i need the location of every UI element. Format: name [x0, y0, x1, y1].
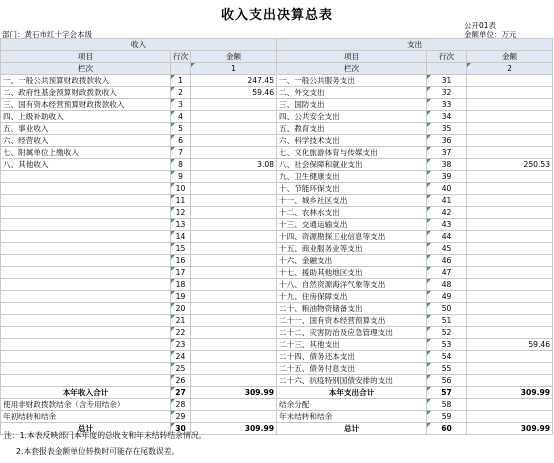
expense-item-cell[interactable]: 二十二、灾害防治及应急管理支出: [277, 327, 427, 339]
expense-item-cell[interactable]: 本年支出合计: [277, 387, 427, 399]
expense-amount-cell[interactable]: [467, 147, 553, 159]
expense-amount-cell[interactable]: [467, 291, 553, 303]
expense-amount-cell[interactable]: [467, 303, 553, 315]
income-amount-cell[interactable]: 309.99: [191, 423, 277, 435]
expense-rowno-cell[interactable]: 55: [427, 363, 467, 375]
income-item-header[interactable]: 项目: [1, 51, 171, 63]
income-item-cell[interactable]: [1, 183, 171, 195]
table-row: [1, 267, 553, 279]
income-amount-cell[interactable]: [191, 207, 277, 219]
income-rowno-cell[interactable]: 21: [171, 315, 191, 327]
expense-item-cell[interactable]: 十二、农林水支出: [277, 207, 427, 219]
income-rowno-cell[interactable]: 11: [171, 195, 191, 207]
expense-amount-cell[interactable]: [467, 111, 553, 123]
income-amount-cell[interactable]: [191, 303, 277, 315]
expense-item-cell[interactable]: 二十四、债务还本支出: [277, 351, 427, 363]
expense-rowno-cell[interactable]: 33: [427, 99, 467, 111]
income-item-cell[interactable]: 使用非财政拨款结余（含专用结余）: [1, 399, 171, 411]
income-amount-cell[interactable]: [191, 195, 277, 207]
expense-amount-cell[interactable]: [467, 183, 553, 195]
income-rowno-cell[interactable]: 5: [171, 123, 191, 135]
expense-rowno-cell[interactable]: 48: [427, 279, 467, 291]
income-rowno-cell[interactable]: 3: [171, 99, 191, 111]
income-rowno-cell[interactable]: 24: [171, 351, 191, 363]
income-item-cell[interactable]: 年初结转和结余: [1, 411, 171, 423]
expense-rowno-cell[interactable]: 44: [427, 231, 467, 243]
department-label: 部门：黄石市红十字会本级: [2, 30, 92, 39]
income-amount-cell[interactable]: [191, 399, 277, 411]
income-rowno-cell[interactable]: 17: [171, 267, 191, 279]
expense-item-cell[interactable]: 结余分配: [277, 399, 427, 411]
expense-amount-header[interactable]: 金额: [467, 51, 553, 63]
table-row: [1, 411, 553, 423]
income-rowno-cell[interactable]: 22: [171, 327, 191, 339]
expense-rowno-cell[interactable]: 54: [427, 351, 467, 363]
income-rowno-cell[interactable]: 29: [171, 411, 191, 423]
table-row: [1, 183, 553, 195]
table-row: [1, 111, 553, 123]
expense-amount-cell[interactable]: [467, 171, 553, 183]
income-rowno-blank[interactable]: [171, 63, 191, 75]
expense-amount-cell[interactable]: 59.46: [467, 339, 553, 351]
table-row: [1, 147, 553, 159]
expense-rowno-cell[interactable]: 53: [427, 339, 467, 351]
expense-amount-cell[interactable]: [467, 279, 553, 291]
income-rowno-cell[interactable]: 16: [171, 255, 191, 267]
expense-rowno-cell[interactable]: 49: [427, 291, 467, 303]
expense-amount-cell[interactable]: [467, 207, 553, 219]
expense-item-header[interactable]: 项目: [277, 51, 427, 63]
table-row: [1, 87, 553, 99]
table-row: [1, 351, 553, 363]
expense-amount-cell[interactable]: [467, 315, 553, 327]
expense-amount-cell[interactable]: [467, 99, 553, 111]
expense-header[interactable]: 支出: [277, 39, 553, 51]
expense-item-cell[interactable]: 十九、住房保障支出: [277, 291, 427, 303]
income-rowno-cell[interactable]: 6: [171, 135, 191, 147]
expense-amount-cell[interactable]: 309.99: [467, 423, 553, 435]
table-row: [1, 291, 553, 303]
expense-item-cell[interactable]: 十八、自然资源海洋气象等支出: [277, 279, 427, 291]
income-column-number[interactable]: 1: [191, 63, 277, 75]
income-item-cell[interactable]: [1, 375, 171, 387]
expense-amount-cell[interactable]: [467, 267, 553, 279]
expense-item-cell[interactable]: 八、社会保障和就业支出: [277, 159, 427, 171]
expense-rowno-cell[interactable]: 51: [427, 315, 467, 327]
table-row: [1, 195, 553, 207]
table-row: [1, 375, 553, 387]
income-rowno-cell[interactable]: 1: [171, 75, 191, 87]
income-item-cell[interactable]: [1, 255, 171, 267]
income-amount-cell[interactable]: [191, 123, 277, 135]
table-row: [1, 399, 553, 411]
expense-rowno-cell[interactable]: 52: [427, 327, 467, 339]
income-header[interactable]: 收入: [1, 39, 277, 51]
income-amount-cell[interactable]: 59.46: [191, 87, 277, 99]
table-row: [1, 123, 553, 135]
income-item-cell[interactable]: [1, 351, 171, 363]
income-column-label[interactable]: 栏次: [1, 63, 171, 75]
expense-amount-cell[interactable]: [467, 363, 553, 375]
expense-amount-cell[interactable]: [467, 231, 553, 243]
table-row: [1, 255, 553, 267]
expense-rowno-cell[interactable]: 50: [427, 303, 467, 315]
expense-amount-cell[interactable]: [467, 123, 553, 135]
income-amount-cell[interactable]: [191, 363, 277, 375]
expense-rowno-cell[interactable]: 57: [427, 387, 467, 399]
note-1: 注：1.本表反映部门本年度的总收支和年末结转结余情况。: [4, 431, 207, 440]
income-amount-cell[interactable]: [191, 291, 277, 303]
expense-rowno-cell[interactable]: 41: [427, 195, 467, 207]
expense-item-cell[interactable]: 二十、粮油物资储备支出: [277, 303, 427, 315]
expense-item-cell[interactable]: 二十三、其他支出: [277, 339, 427, 351]
income-rowno-cell[interactable]: 2: [171, 87, 191, 99]
income-rowno-cell[interactable]: 13: [171, 219, 191, 231]
income-amount-cell[interactable]: [191, 135, 277, 147]
income-rowno-cell[interactable]: 28: [171, 399, 191, 411]
expense-rowno-cell[interactable]: 42: [427, 207, 467, 219]
income-item-cell[interactable]: [1, 291, 171, 303]
income-amount-cell[interactable]: [191, 375, 277, 387]
expense-rowno-cell[interactable]: 46: [427, 255, 467, 267]
expense-item-cell[interactable]: 一、一般公共服务支出: [277, 75, 427, 87]
income-amount-cell[interactable]: 3.08: [191, 159, 277, 171]
expense-amount-cell[interactable]: [467, 135, 553, 147]
income-rowno-cell[interactable]: 27: [171, 387, 191, 399]
expense-item-cell[interactable]: 五、教育支出: [277, 123, 427, 135]
expense-item-cell[interactable]: 二十一、国有资本经营预算支出: [277, 315, 427, 327]
expense-rowno-cell[interactable]: 37: [427, 147, 467, 159]
table-row: [1, 243, 553, 255]
table-row: [1, 171, 553, 183]
expense-item-cell[interactable]: 二、外交支出: [277, 87, 427, 99]
expense-amount-cell[interactable]: [467, 87, 553, 99]
income-rowno-cell[interactable]: 25: [171, 363, 191, 375]
summary-table: [0, 38, 553, 435]
table-row: [1, 339, 553, 351]
income-item-cell[interactable]: 六、经营收入: [1, 135, 171, 147]
expense-rowno-cell[interactable]: 38: [427, 159, 467, 171]
income-item-cell[interactable]: [1, 219, 171, 231]
table-row: [1, 387, 553, 399]
income-item-cell[interactable]: [1, 171, 171, 183]
expense-item-cell[interactable]: 总计: [277, 423, 427, 435]
expense-rowno-cell[interactable]: 60: [427, 423, 467, 435]
income-amount-cell[interactable]: [191, 327, 277, 339]
column-number-row: [1, 63, 553, 75]
income-amount-cell[interactable]: [191, 339, 277, 351]
income-rowno-cell[interactable]: 9: [171, 171, 191, 183]
table-row: [1, 99, 553, 111]
income-amount-cell[interactable]: [191, 267, 277, 279]
note-2: 2.本套报表金额单位转换时可能存在尾数误差。: [16, 447, 180, 456]
expense-rowno-cell[interactable]: 45: [427, 243, 467, 255]
expense-item-cell[interactable]: 四、公共安全支出: [277, 111, 427, 123]
form-code: 公开01表: [464, 21, 497, 30]
table-row: [1, 303, 553, 315]
expense-amount-cell[interactable]: [467, 399, 553, 411]
income-item-cell[interactable]: 一、一般公共预算财政拨款收入: [1, 75, 171, 87]
income-rowno-cell[interactable]: 20: [171, 303, 191, 315]
expense-amount-cell[interactable]: [467, 411, 553, 423]
expense-rowno-cell[interactable]: 34: [427, 111, 467, 123]
table-row: [1, 207, 553, 219]
table-row: [1, 315, 553, 327]
expense-item-cell[interactable]: 三、国防支出: [277, 99, 427, 111]
income-amount-cell[interactable]: [191, 111, 277, 123]
income-amount-cell[interactable]: [191, 147, 277, 159]
table-row: [1, 363, 553, 375]
income-rowno-cell[interactable]: 14: [171, 231, 191, 243]
expense-item-cell[interactable]: 十七、援助其他地区支出: [277, 267, 427, 279]
income-item-cell[interactable]: [1, 279, 171, 291]
expense-item-cell[interactable]: 九、卫生健康支出: [277, 171, 427, 183]
income-item-cell[interactable]: [1, 339, 171, 351]
expense-amount-cell[interactable]: [467, 219, 553, 231]
income-item-cell[interactable]: [1, 267, 171, 279]
notes: [4, 428, 206, 460]
income-item-cell[interactable]: 总计: [1, 423, 171, 435]
expense-rowno-header[interactable]: 行次: [427, 51, 467, 63]
expense-item-cell[interactable]: 二十六、抗疫特别国债安排的支出: [277, 375, 427, 387]
table-row: [1, 135, 553, 147]
income-item-cell[interactable]: [1, 327, 171, 339]
income-item-cell[interactable]: [1, 231, 171, 243]
expense-amount-cell[interactable]: [467, 255, 553, 267]
income-rowno-cell[interactable]: 7: [171, 147, 191, 159]
income-amount-cell[interactable]: [191, 351, 277, 363]
income-item-cell[interactable]: 本年收入合计: [1, 387, 171, 399]
table-row: [1, 327, 553, 339]
expense-column-label[interactable]: 栏次: [277, 63, 427, 75]
income-item-cell[interactable]: [1, 315, 171, 327]
income-item-cell[interactable]: 三、国有资本经营预算财政拨款收入: [1, 99, 171, 111]
income-item-cell[interactable]: [1, 363, 171, 375]
income-rowno-cell[interactable]: 26: [171, 375, 191, 387]
expense-rowno-cell[interactable]: 31: [427, 75, 467, 87]
expense-rowno-cell[interactable]: 32: [427, 87, 467, 99]
report-title: 收入支出决算总表: [220, 8, 333, 23]
expense-item-cell[interactable]: 十四、资源勘探工业信息等支出: [277, 231, 427, 243]
income-item-cell[interactable]: 二、政府性基金预算财政拨款收入: [1, 87, 171, 99]
unit-label: 金额单位：万元: [464, 30, 517, 39]
income-item-cell[interactable]: [1, 303, 171, 315]
income-rowno-cell[interactable]: 15: [171, 243, 191, 255]
table-row: [1, 279, 553, 291]
expense-rowno-cell[interactable]: 47: [427, 267, 467, 279]
expense-amount-cell[interactable]: [467, 195, 553, 207]
expense-rowno-cell[interactable]: 58: [427, 399, 467, 411]
expense-amount-cell[interactable]: [467, 243, 553, 255]
expense-rowno-cell[interactable]: 56: [427, 375, 467, 387]
income-item-cell[interactable]: 五、事业收入: [1, 123, 171, 135]
expense-item-cell[interactable]: 七、文化旅游体育与传媒支出: [277, 147, 427, 159]
expense-item-cell[interactable]: 十三、交通运输支出: [277, 219, 427, 231]
table-row: [1, 219, 553, 231]
expense-amount-cell[interactable]: 250.53: [467, 159, 553, 171]
expense-amount-cell[interactable]: [467, 75, 553, 87]
expense-item-cell[interactable]: 年末结转和结余: [277, 411, 427, 423]
expense-rowno-cell[interactable]: 59: [427, 411, 467, 423]
income-rowno-cell[interactable]: 30: [171, 423, 191, 435]
income-rowno-cell[interactable]: 12: [171, 207, 191, 219]
expense-amount-cell[interactable]: [467, 375, 553, 387]
expense-column-number[interactable]: 2: [467, 63, 553, 75]
income-item-cell[interactable]: [1, 207, 171, 219]
expense-rowno-cell[interactable]: 36: [427, 135, 467, 147]
income-item-cell[interactable]: 七、附属单位上缴收入: [1, 147, 171, 159]
income-rowno-cell[interactable]: 4: [171, 111, 191, 123]
income-item-cell[interactable]: [1, 243, 171, 255]
income-rowno-cell[interactable]: 23: [171, 339, 191, 351]
income-amount-cell[interactable]: [191, 183, 277, 195]
expense-item-cell[interactable]: 十五、商业服务业等支出: [277, 243, 427, 255]
expense-item-cell[interactable]: 六、科学技术支出: [277, 135, 427, 147]
income-item-cell[interactable]: 四、上级补助收入: [1, 111, 171, 123]
expense-amount-cell[interactable]: [467, 351, 553, 363]
expense-item-cell[interactable]: 十一、城乡社区支出: [277, 195, 427, 207]
expense-amount-cell[interactable]: 309.99: [467, 387, 553, 399]
income-amount-cell[interactable]: [191, 279, 277, 291]
table-row: [1, 231, 553, 243]
income-amount-cell[interactable]: [191, 243, 277, 255]
expense-rowno-cell[interactable]: 35: [427, 123, 467, 135]
income-amount-cell[interactable]: 309.99: [191, 387, 277, 399]
expense-rowno-cell[interactable]: 39: [427, 171, 467, 183]
income-amount-cell[interactable]: [191, 315, 277, 327]
table-row: [1, 159, 553, 171]
expense-rowno-cell[interactable]: 43: [427, 219, 467, 231]
table-row: [1, 75, 553, 87]
income-amount-cell[interactable]: [191, 219, 277, 231]
income-amount-cell[interactable]: [191, 411, 277, 423]
expense-rowno-cell[interactable]: 40: [427, 183, 467, 195]
expense-item-cell[interactable]: 十、节能环保支出: [277, 183, 427, 195]
section-header-row: [1, 39, 553, 51]
income-amount-header[interactable]: 金额: [191, 51, 277, 63]
income-amount-cell[interactable]: [191, 231, 277, 243]
expense-amount-cell[interactable]: [467, 327, 553, 339]
column-header-row: [1, 51, 553, 63]
expense-item-cell[interactable]: 二十五、债务付息支出: [277, 363, 427, 375]
income-rowno-cell[interactable]: 10: [171, 183, 191, 195]
income-item-cell[interactable]: 八、其他收入: [1, 159, 171, 171]
expense-item-cell[interactable]: 十六、金融支出: [277, 255, 427, 267]
income-item-cell[interactable]: [1, 195, 171, 207]
income-amount-cell[interactable]: [191, 255, 277, 267]
income-rowno-cell[interactable]: 18: [171, 279, 191, 291]
income-rowno-cell[interactable]: 8: [171, 159, 191, 171]
income-amount-cell[interactable]: 247.45: [191, 75, 277, 87]
expense-rowno-blank[interactable]: [427, 63, 467, 75]
income-amount-cell[interactable]: [191, 171, 277, 183]
income-amount-cell[interactable]: [191, 99, 277, 111]
income-rowno-cell[interactable]: 19: [171, 291, 191, 303]
income-rowno-header[interactable]: 行次: [171, 51, 191, 63]
